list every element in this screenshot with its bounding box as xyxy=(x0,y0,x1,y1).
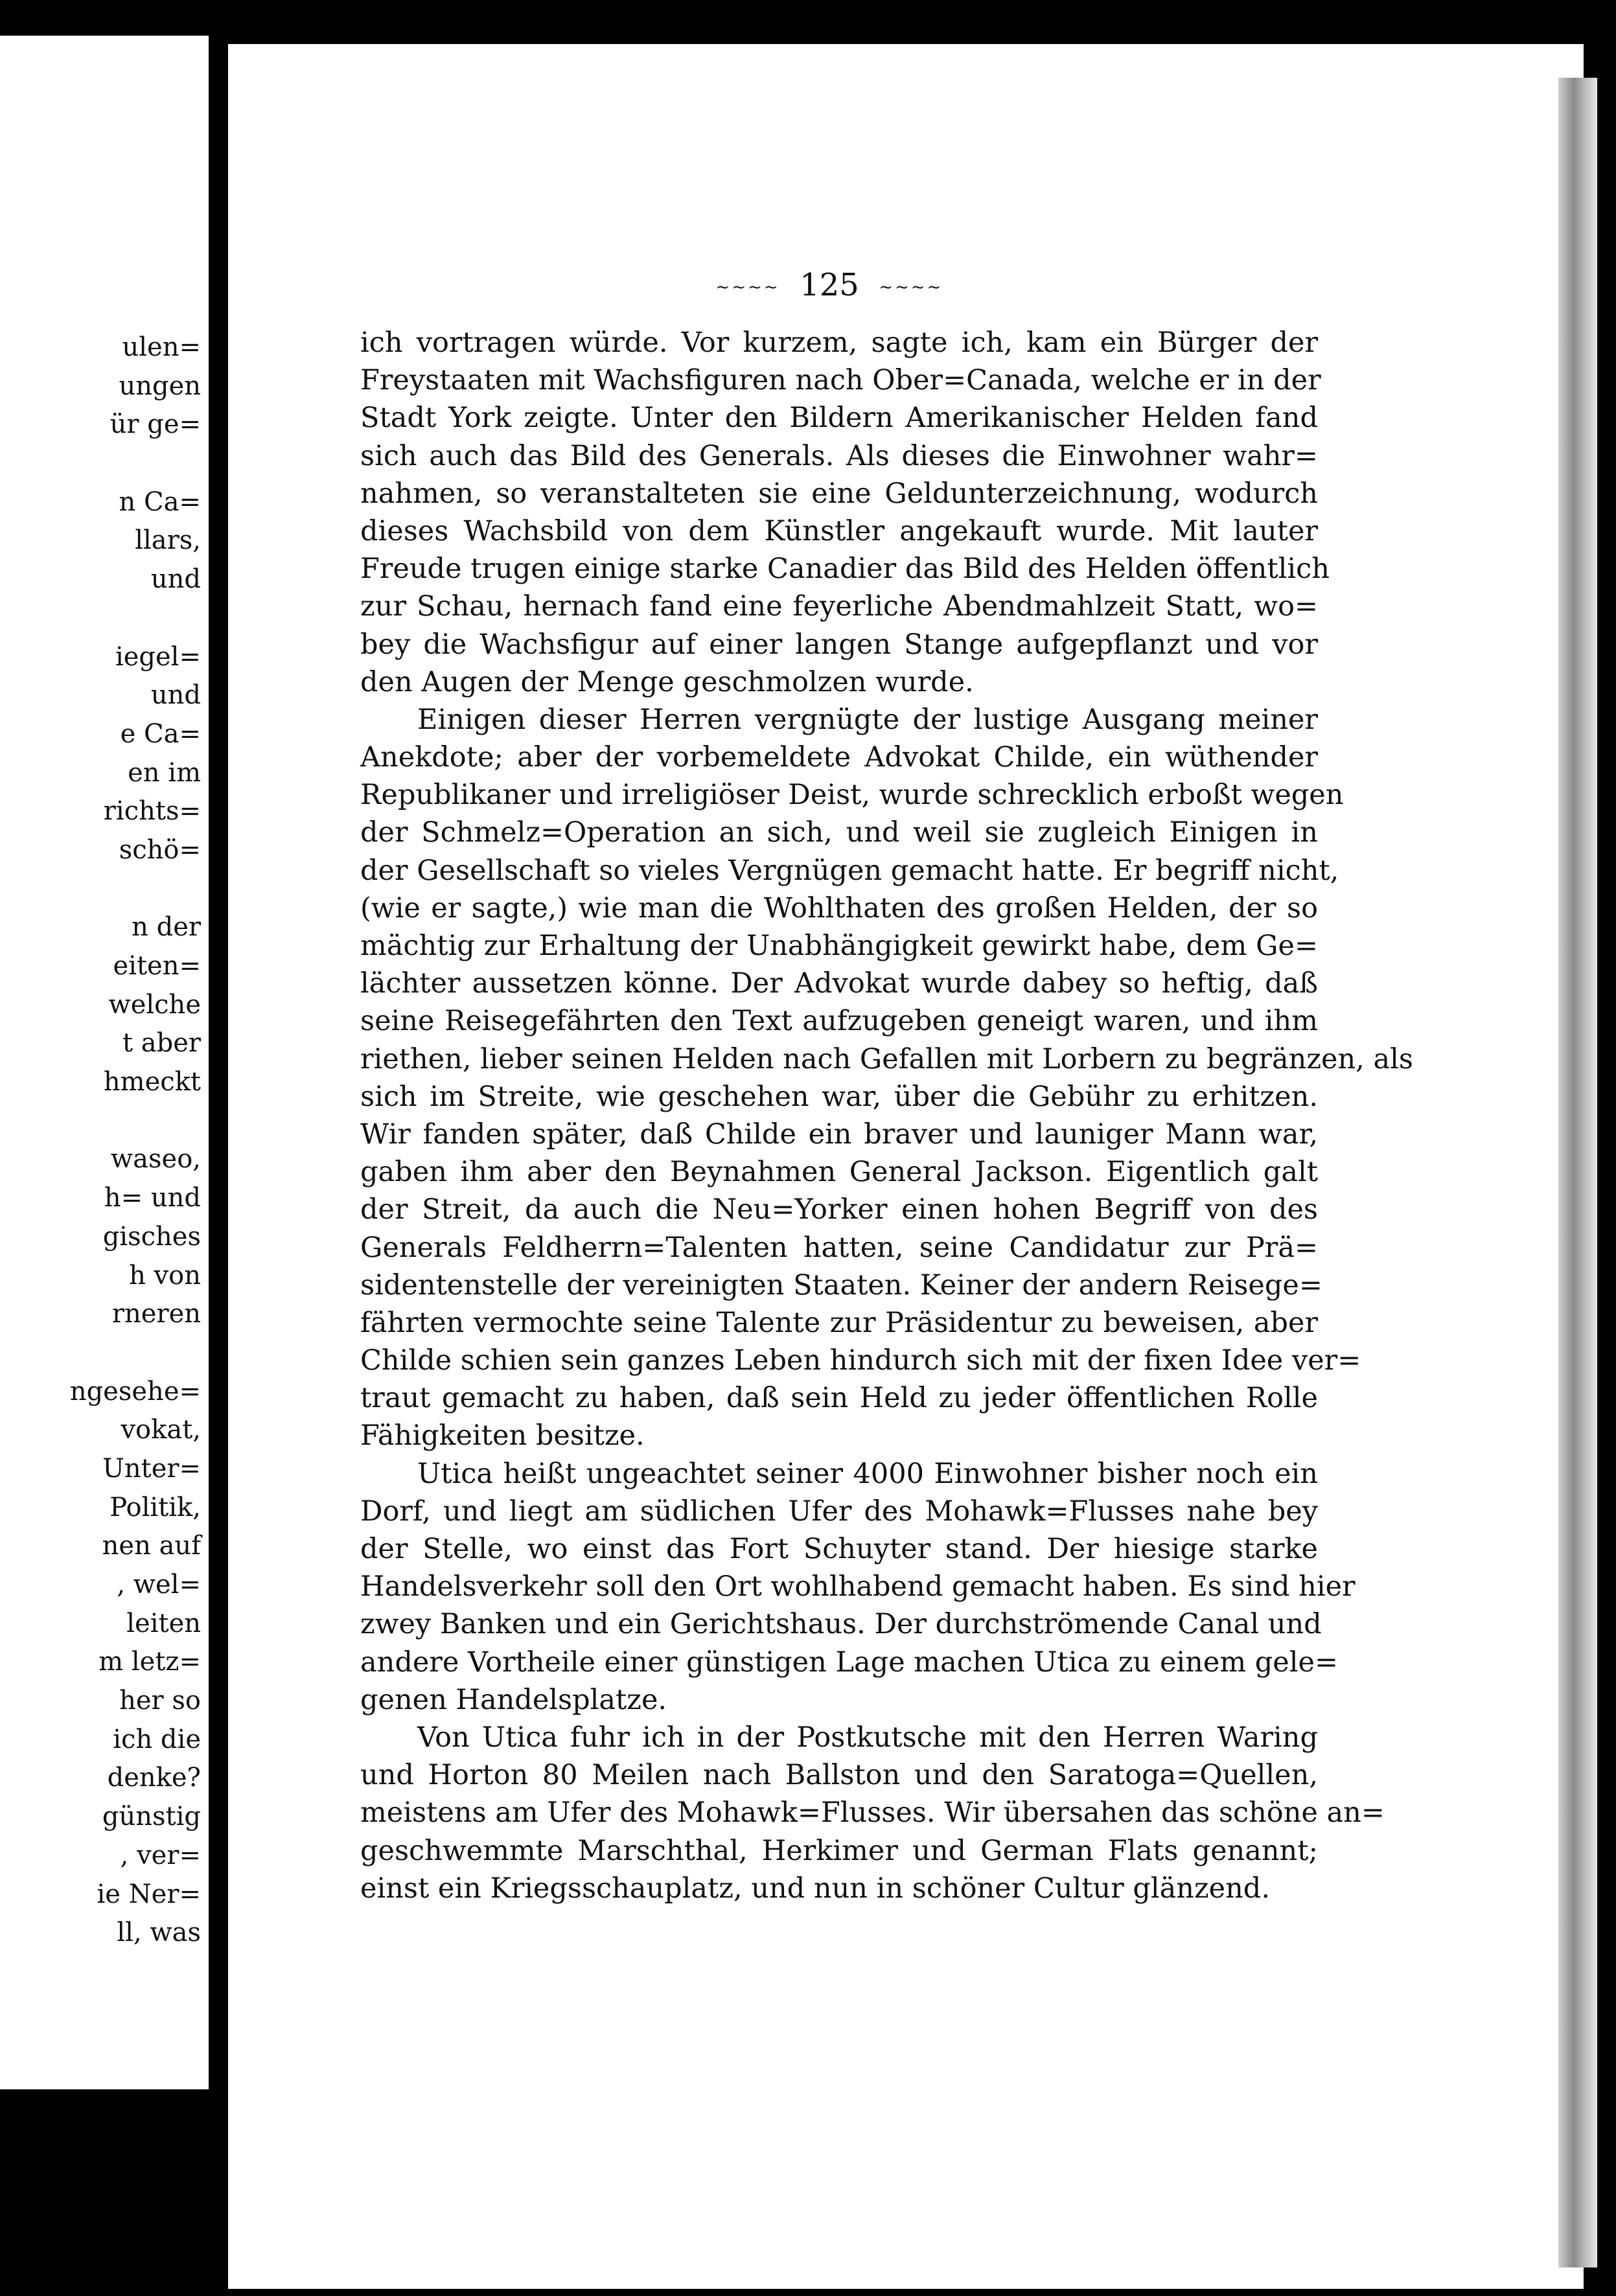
facing-page-line xyxy=(6,1102,201,1141)
facing-page-line: richts= xyxy=(103,796,201,827)
text-line: sich auch das Bild des Generals. Als dieses die Einwohner wahr= xyxy=(360,439,1318,472)
text-line: der Streit, da auch die Neu=Yorker einen hohen Begriff von des xyxy=(360,1193,1318,1226)
text-line: sidentenstelle der vereinigten Staaten. Keiner der andern Reisege= xyxy=(360,1269,1322,1302)
facing-page-line: ie Ner= xyxy=(97,1879,201,1909)
facing-page-line: Unter= xyxy=(102,1453,201,1484)
text-line: Anekdote; aber der vorbemeldete Advokat Childe, ein wüthender xyxy=(360,741,1318,774)
text-line: Stadt York zeigte. Unter den Bildern Amerikanischer Helden fand xyxy=(360,402,1318,435)
body-text xyxy=(360,324,1413,1907)
text-line: andere Vortheile einer günstigen Lage machen Utica zu einem gele= xyxy=(360,1646,1338,1679)
text-line: Fähigkeiten besitze. xyxy=(360,1419,645,1452)
text-line: ich vortragen würde. Vor kurzem, sagte ich, kam ein Bürger der xyxy=(360,327,1318,359)
facing-page-line: ür ge= xyxy=(110,409,201,440)
facing-page-line: rneren xyxy=(111,1299,201,1329)
text-line: mächtig zur Erhaltung der Unabhängigkeit gewirkt habe, dem Ge= xyxy=(360,930,1318,962)
facing-page-line: ulen= xyxy=(122,332,201,362)
facing-page-line: ll, was xyxy=(117,1918,201,1948)
text-line: Freude trugen einige starke Canadier das Bild des Helden öffentlich xyxy=(360,553,1330,586)
facing-page-line: h= und xyxy=(104,1183,201,1213)
page-header xyxy=(700,266,959,304)
facing-page-line: Politik, xyxy=(110,1492,201,1522)
facing-page-line xyxy=(6,444,201,483)
facing-page-line: nen auf xyxy=(102,1531,201,1561)
text-line: zwey Banken und ein Gerichtshaus. Der durchströmende Canal und xyxy=(360,1608,1322,1641)
text-line: geschwemmte Marschthal, Herkimer und German Flats genannt; xyxy=(360,1834,1318,1867)
facing-page-line: ngesehe= xyxy=(69,1376,201,1406)
facing-page-line xyxy=(6,870,201,909)
text-line: der Stelle, wo einst das Fort Schuyter stand. Der hiesige starke xyxy=(360,1533,1318,1565)
text-line: fährten vermochte seine Talente zur Präsidentur zu beweisen, aber xyxy=(360,1306,1318,1339)
facing-page-line: e Ca= xyxy=(120,718,201,749)
text-line: Republikaner und irreligiöser Deist, wurde schrecklich erboßt wegen xyxy=(360,779,1344,812)
header-ornament-left: ~~~~ xyxy=(715,277,780,297)
facing-page-line: ungen xyxy=(119,371,201,401)
text-line: Handelsverkehr soll den Ort wohlhabend gemacht haben. Es sind hier xyxy=(360,1570,1356,1603)
text-line: traut gemacht zu haben, daß sein Held zu jeder öffentlichen Rolle xyxy=(360,1382,1318,1415)
facing-page-line: llars, xyxy=(135,525,201,556)
text-line: Utica heißt ungeachtet seiner 4000 Einwohner bisher noch ein xyxy=(417,1457,1318,1490)
facing-page-line: m letz= xyxy=(98,1647,201,1677)
facing-page-line: ich die xyxy=(113,1724,201,1754)
page-edge xyxy=(1558,78,1597,2267)
facing-page-line: t aber xyxy=(122,1028,201,1059)
text-line: einst ein Kriegsschauplatz, und nun in schöner Cultur glänzend. xyxy=(360,1872,1270,1905)
facing-page xyxy=(0,36,209,2089)
facing-page-line: n der xyxy=(132,912,201,943)
text-line: Wir fanden später, daß Childe ein braver und launiger Mann war, xyxy=(360,1118,1318,1151)
text-line: (wie er sagte,) wie man die Wohlthaten des großen Helden, der so xyxy=(360,891,1318,924)
page-number: 125 xyxy=(800,267,859,303)
text-line: gaben ihm aber den Beynahmen General Jackson. Eigentlich galt xyxy=(360,1156,1318,1189)
text-line: lächter aussetzen könne. Der Advokat wurde dabey so heftig, daß xyxy=(360,967,1318,1000)
text-line: Einigen dieser Herren vergnügte der lustige Ausgang meiner xyxy=(417,703,1318,736)
facing-page-line: schö= xyxy=(119,834,201,865)
text-line: Von Utica fuhr ich in der Postkutsche mit den Herren Waring xyxy=(417,1721,1318,1754)
text-line: genen Handelsplatze. xyxy=(360,1683,667,1716)
facing-page-line: welche xyxy=(108,989,201,1020)
facing-page-line: iegel= xyxy=(115,641,201,672)
text-line: dieses Wachsbild von dem Künstler angekauft wurde. Mit lauter xyxy=(360,514,1318,547)
facing-page-text xyxy=(6,328,201,1953)
text-line: seine Reisegefährten den Text aufzugeben geneigt waren, und ihm xyxy=(360,1005,1318,1038)
text-line: zur Schau, hernach fand eine feyerliche Abendmahlzeit Statt, wo= xyxy=(360,590,1318,623)
text-line: Freystaaten mit Wachsfiguren nach Ober=Canada, welche er in der xyxy=(360,364,1321,397)
facing-page-line: und xyxy=(150,680,201,711)
facing-page-line xyxy=(6,599,201,638)
facing-page-line: h von xyxy=(129,1260,201,1291)
facing-page-line: und xyxy=(150,564,201,595)
facing-page-line: , wel= xyxy=(117,1570,201,1600)
facing-page-line: günstig xyxy=(102,1802,201,1832)
facing-page-line: waseo, xyxy=(110,1144,201,1175)
facing-page-line: gisches xyxy=(102,1221,201,1252)
facing-page-line: her so xyxy=(119,1686,201,1716)
text-line: bey die Wachsfigur auf einer langen Stange aufgepflanzt und vor xyxy=(360,628,1318,661)
facing-page-line: leiten xyxy=(126,1608,201,1638)
text-line: der Schmelz=Operation an sich, und weil sie zugleich Einigen in xyxy=(360,816,1318,849)
text-line: meistens am Ufer des Mohawk=Flusses. Wir übersahen das schöne an= xyxy=(360,1797,1385,1830)
facing-page-line: denke? xyxy=(107,1763,201,1793)
facing-page-line: n Ca= xyxy=(119,487,201,517)
header-ornament-right: ~~~~ xyxy=(879,277,943,297)
text-line: Generals Feldherrn=Talenten hatten, seine Candidatur zur Prä= xyxy=(360,1231,1318,1264)
text-line: den Augen der Menge geschmolzen wurde. xyxy=(360,665,974,698)
facing-page-line: , ver= xyxy=(120,1840,201,1870)
text-line: sich im Streite, wie geschehen war, über die Gebühr zu erhitzen. xyxy=(360,1080,1318,1113)
facing-page-line: hmeckt xyxy=(103,1067,201,1097)
text-line: und Horton 80 Meilen nach Ballston und den Saratoga=Quellen, xyxy=(360,1759,1318,1792)
text-line: nahmen, so veranstalteten sie eine Geldunterzeichnung, wodurch xyxy=(360,477,1318,510)
text-line: Dorf, und liegt am südlichen Ufer des Mohawk=Flusses nahe bey xyxy=(360,1495,1318,1528)
facing-page-line: vokat, xyxy=(121,1415,201,1445)
text-line: der Gesellschaft so vieles Vergnügen gemacht hatte. Er begriff nicht, xyxy=(360,854,1339,887)
facing-page-line xyxy=(6,1334,201,1373)
facing-page-line: eiten= xyxy=(113,951,201,981)
text-line: Childe schien sein ganzes Leben hindurch sich mit der fixen Idee ver= xyxy=(360,1344,1361,1377)
text-line: riethen, lieber seinen Helden nach Gefallen mit Lorbern zu begränzen, als xyxy=(360,1042,1413,1075)
facing-page-line: en im xyxy=(128,757,201,788)
